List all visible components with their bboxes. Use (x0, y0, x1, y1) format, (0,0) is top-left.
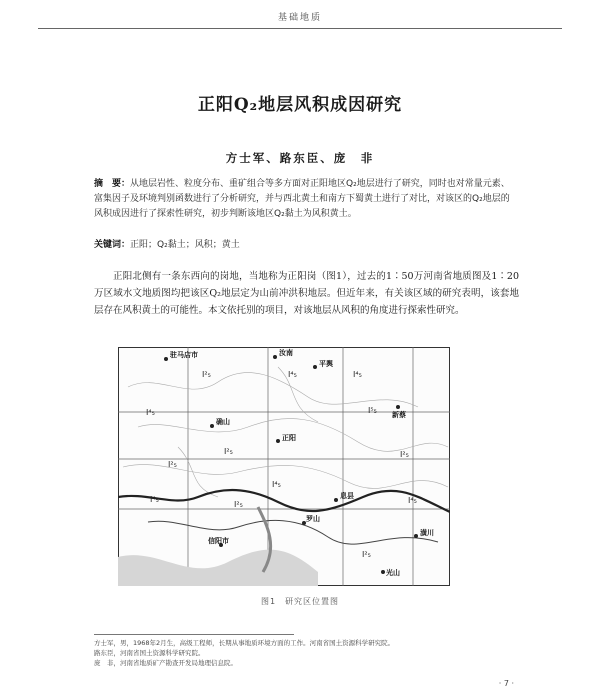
city-label-xincai: 新蔡 (392, 411, 406, 419)
abstract-text: 从地层岩性、粒度分布、重矿组合等多方面对正阳地区Q₂地层进行了研究，同时也对常量元素、富集因子及环境判别函数进行了分析研究，并与西北黄土和南方下蜀黄土进行了对比，对该区的Q₂地层的风积成因进行了探索性研究，初步判断该地区Q₂黏土为风积黄土。 (94, 179, 510, 219)
abstract-block (94, 177, 512, 222)
unit-label: I²₅ (224, 447, 233, 456)
footnote-line: 庞 非，河南省地质矿产勘查开发局地理信息院。 (94, 659, 237, 667)
unit-label: I⁴₅ (272, 480, 281, 489)
city-label-luoshan: 罗山 (306, 515, 320, 523)
city-label-huangchuan: 潢川 (420, 529, 434, 537)
journal-section-label: 基础地质 (277, 13, 322, 23)
page-number: · 7 · (498, 679, 514, 688)
figure-caption: 图1 研究区位置图 (260, 597, 340, 606)
unit-label: I⁴₅ (146, 408, 155, 417)
keywords-block (94, 238, 512, 252)
city-label-xixian: 息县 (340, 492, 354, 500)
keywords-label: 关键词： (94, 240, 131, 250)
article-title: 正阳Q₂地层风积成因研究 (197, 95, 403, 115)
unit-label: I⁴₅ (408, 496, 417, 505)
city-label-guangshan: 光山 (386, 569, 400, 577)
city-label-zhumadian: 驻马店市 (170, 351, 198, 359)
keywords-text: 正阳；Q₂黏土；风积；黄土 (130, 240, 240, 250)
unit-label: I²₅ (400, 450, 409, 459)
city-label-zhengyang: 正阳 (282, 434, 296, 442)
footnote-line: 方士军，男，1968年2月生，高级工程师，长期从事地质环境方面的工作。河南省国土资源科学研究院。 (94, 639, 395, 647)
unit-label: I²₅ (168, 460, 177, 469)
unit-label: I²₅ (202, 370, 211, 379)
city-label-pingyu: 平舆 (319, 360, 333, 368)
unit-label: I⁵₅ (368, 406, 377, 415)
unit-label: I²₅ (362, 550, 371, 559)
footnote-rule (94, 634, 294, 635)
unit-label: I²₅ (234, 500, 243, 509)
city-label-runan: 汝南 (279, 349, 293, 357)
city-label-queshan: 确山 (216, 418, 230, 426)
unit-label: I⁴₅ (353, 370, 362, 379)
footnotes (94, 638, 534, 668)
city-label-xinyang: 信阳市 (208, 537, 229, 545)
abstract-label: 摘 要： (94, 179, 131, 189)
unit-label: I⁴₅ (150, 495, 159, 504)
footnote-line: 路东臣，河南省国土资源科学研究院。 (94, 649, 205, 657)
body-paragraph: 正阳北侧有一条东西向的岗地，当地称为正阳岗（图1），过去的1∶50万河南省地质图及1∶20万区域水文地质图均把该区Q₂地层定为山前冲洪积地层。但近年来，有关该区域的研究表明，该套地层存在风积黄土的可能性。本文依托别的项目，对该地层从风积的角度进行探索性研究。 (94, 271, 519, 316)
unit-label: I⁴₅ (288, 370, 297, 379)
study-area-map (118, 347, 450, 586)
article-authors: 方士军、路东臣、庞 非 (225, 151, 375, 165)
